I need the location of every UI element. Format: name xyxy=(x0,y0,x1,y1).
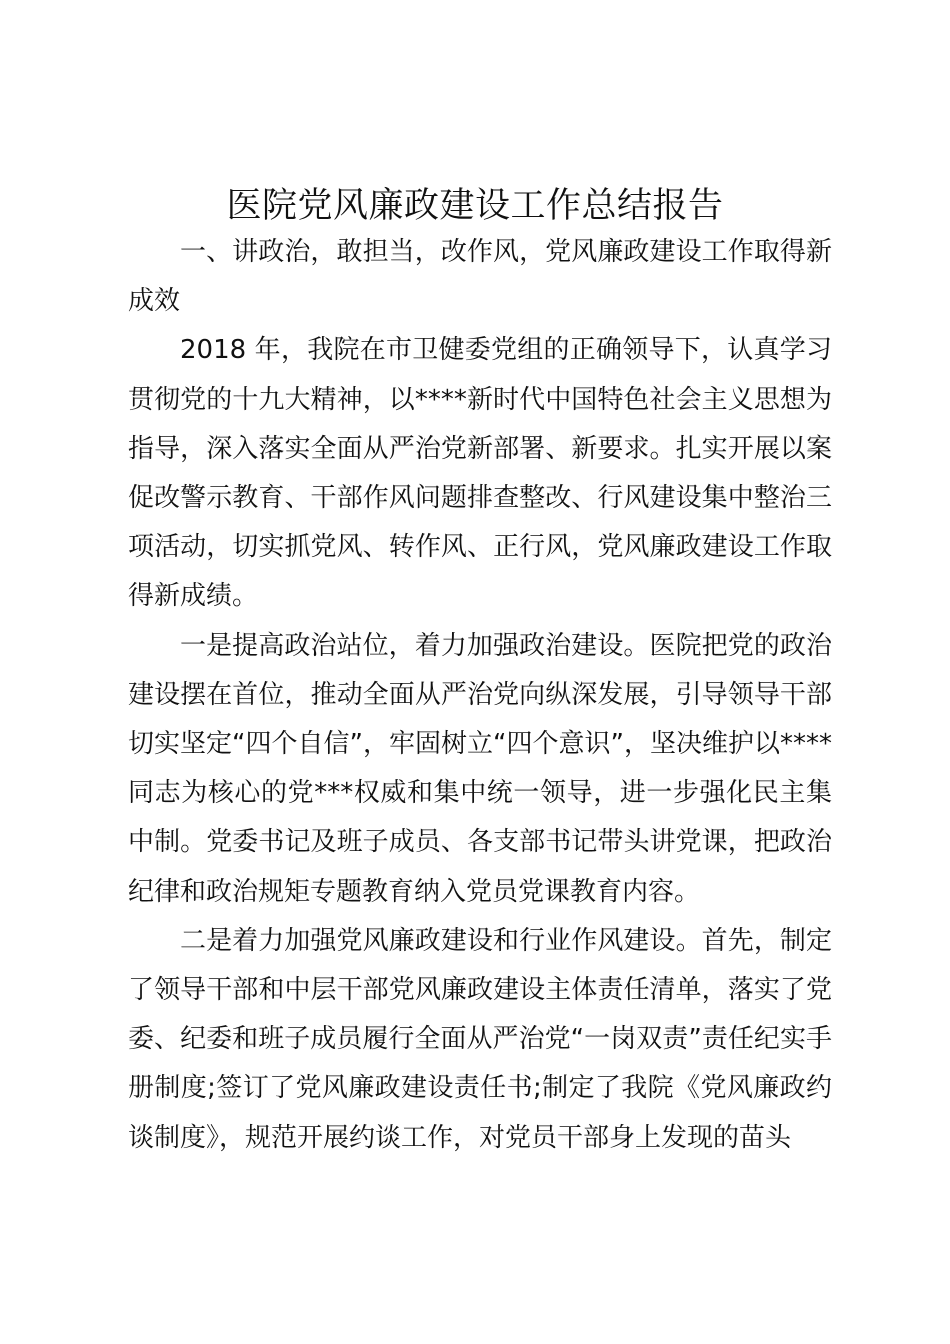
document-title: 医院党风廉政建设工作总结报告 xyxy=(226,186,724,226)
paragraph: 二是着力加强党风廉政建设和行业作风建设。首先，制定了领导干部和中层干部党风廉政建设主体责任清单，落实了党委、纪委和班子成员履行全面从严治党“一岗双责”责任纪实手册制度;签订了党风廉政建设责任书;制定了我院《党风廉政约谈制度》，规范开展约谈工作，对党员干部身上发现的苗头 xyxy=(128,925,832,1153)
section-heading: 一、讲政治，敢担当，改作风，党风廉政建设工作取得新成效 xyxy=(128,237,832,317)
paragraph: 2018 年，我院在市卫健委党组的正确领导下，认真学习贯彻党的十九大精神，以****新时代中国特色社会主义思想为指导，深入落实全面从严治党新部署、新要求。扎实开展以案促改警示教育、干部作风问题排查整改、行风建设集中整治三项活动，切实抓党风、转作风、正行风，党风廉政建设工作取得新成绩。 xyxy=(128,335,832,612)
document-body xyxy=(128,228,832,1163)
paragraph: 一是提高政治站位，着力加强政治建设。医院把党的政治建设摆在首位，推动全面从严治党向纵深发展，引导领导干部切实坚定“四个自信”，牢固树立“四个意识”，坚决维护以****同志为核心的党***权威和集中统一领导，进一步强化民主集中制。党委书记及班子成员、各支部书记带头讲党课，把政治纪律和政治规矩专题教育纳入党员党课教育内容。 xyxy=(128,630,832,907)
